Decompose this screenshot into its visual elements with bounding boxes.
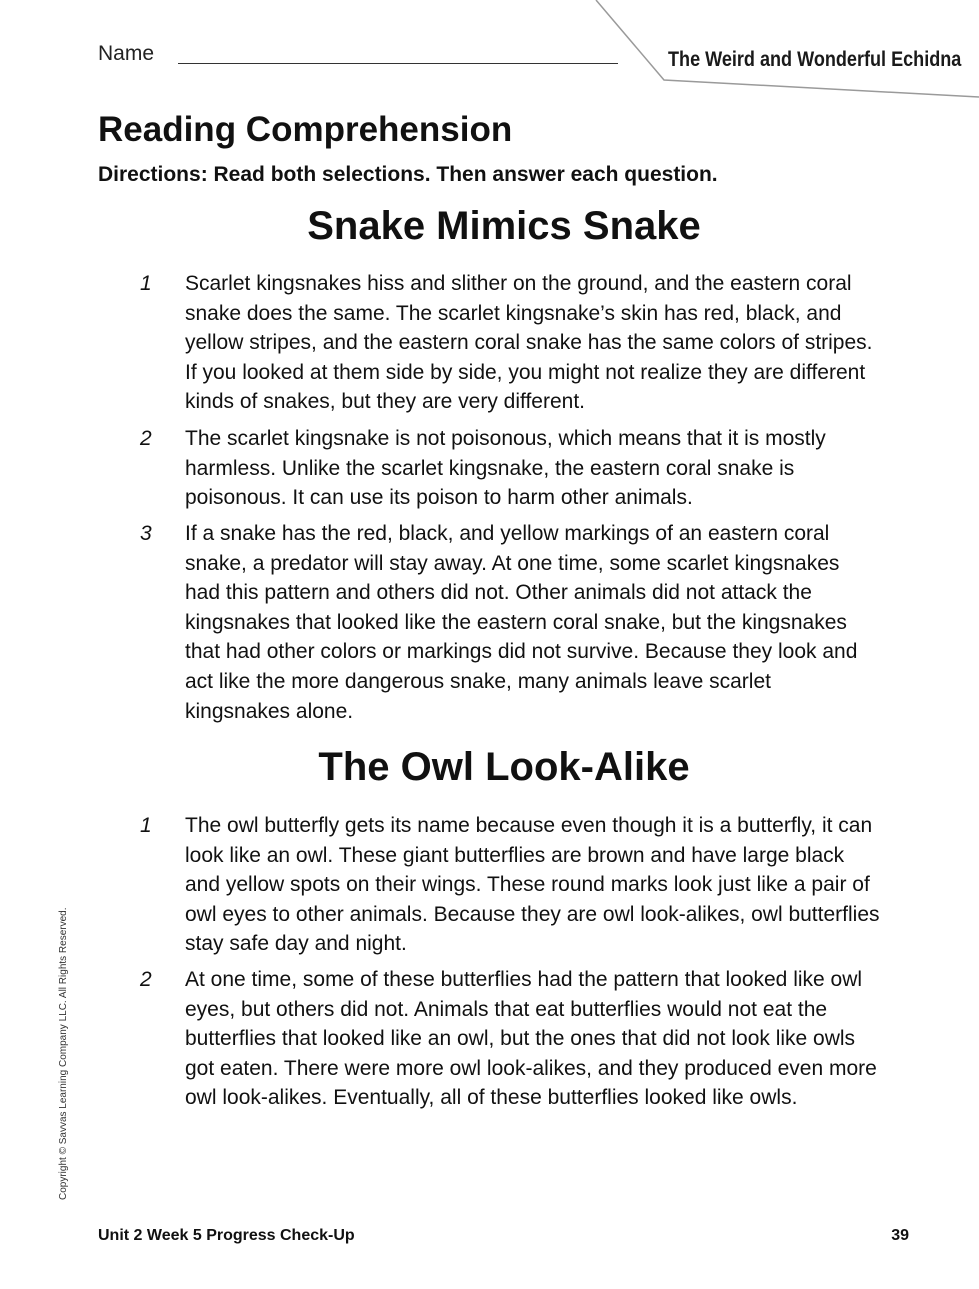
paragraph-text: If a snake has the red, black, and yellow markings of an eastern coral snake, a predator will stay away. At one time, some scarlet kingsnakes had this pattern and others did not. Other animals did not attack the kingsnakes that looked like the eastern coral snake, but the kingsnakes that had other colors or markings did not survive. Because they look and act like the more dangerous snake, many animals leave scarlet kingsnakes alone. xyxy=(185,522,858,723)
name-label: Name xyxy=(98,42,155,65)
name-field-line[interactable] xyxy=(178,63,618,64)
paragraph-number: 2 xyxy=(140,427,152,450)
paragraph xyxy=(140,424,880,513)
page-number: 39 xyxy=(891,1227,909,1244)
section-heading: Reading Comprehension xyxy=(98,110,513,149)
footer-label: Unit 2 Week 5 Progress Check-Up xyxy=(98,1227,355,1244)
paragraph xyxy=(140,269,880,417)
directions: Directions: Read both selections. Then answer each question. xyxy=(98,163,718,186)
paragraph-number: 2 xyxy=(140,968,152,991)
paragraph-text: The owl butterfly gets its name because even though it is a butterfly, it can look like an owl. These giant butterflies are brown and have large black and yellow spots on their wings. These round marks look just like a pair of owl eyes to other animals. Because they are owl look-alikes, owl butterflies stay safe day and night. xyxy=(185,814,880,956)
paragraph-number: 3 xyxy=(140,522,152,545)
paragraph xyxy=(140,519,880,726)
selection-title: The Owl Look-Alike xyxy=(318,745,690,789)
story-title: The Weird and Wonderful Echidna xyxy=(668,48,962,71)
paragraph-text: At one time, some of these butterflies had the pattern that looked like owl eyes, but others did not. Animals that eat butterflies would not eat the butterflies that looked like an owl, but the ones that did not look like owls got eaten. There were more owl look-alikes, and they produced even more owl look-alikes. Eventually, all of these butterflies looked like owls. xyxy=(185,968,877,1110)
selection-title: Snake Mimics Snake xyxy=(307,204,701,248)
copyright-notice: Copyright © Savvas Learning Company LLC. All Rights Reserved. xyxy=(58,907,69,1200)
paragraph-text: Scarlet kingsnakes hiss and slither on the ground, and the eastern coral snake does the same. The scarlet kingsnake’s skin has red, black, and yellow stripes, and the eastern coral snake has the same colors of stripes. If you looked at them side by side, you might not realize they are different kinds of snakes, but they are very different. xyxy=(185,272,873,414)
paragraph-number: 1 xyxy=(140,272,152,295)
paragraph-text: The scarlet kingsnake is not poisonous, which means that it is mostly harmless. Unlike the scarlet kingsnake, the eastern coral snake is poisonous. It can use its poison to harm other animals. xyxy=(185,427,826,510)
paragraph xyxy=(140,811,880,959)
paragraph xyxy=(140,965,880,1113)
paragraph-number: 1 xyxy=(140,814,152,837)
